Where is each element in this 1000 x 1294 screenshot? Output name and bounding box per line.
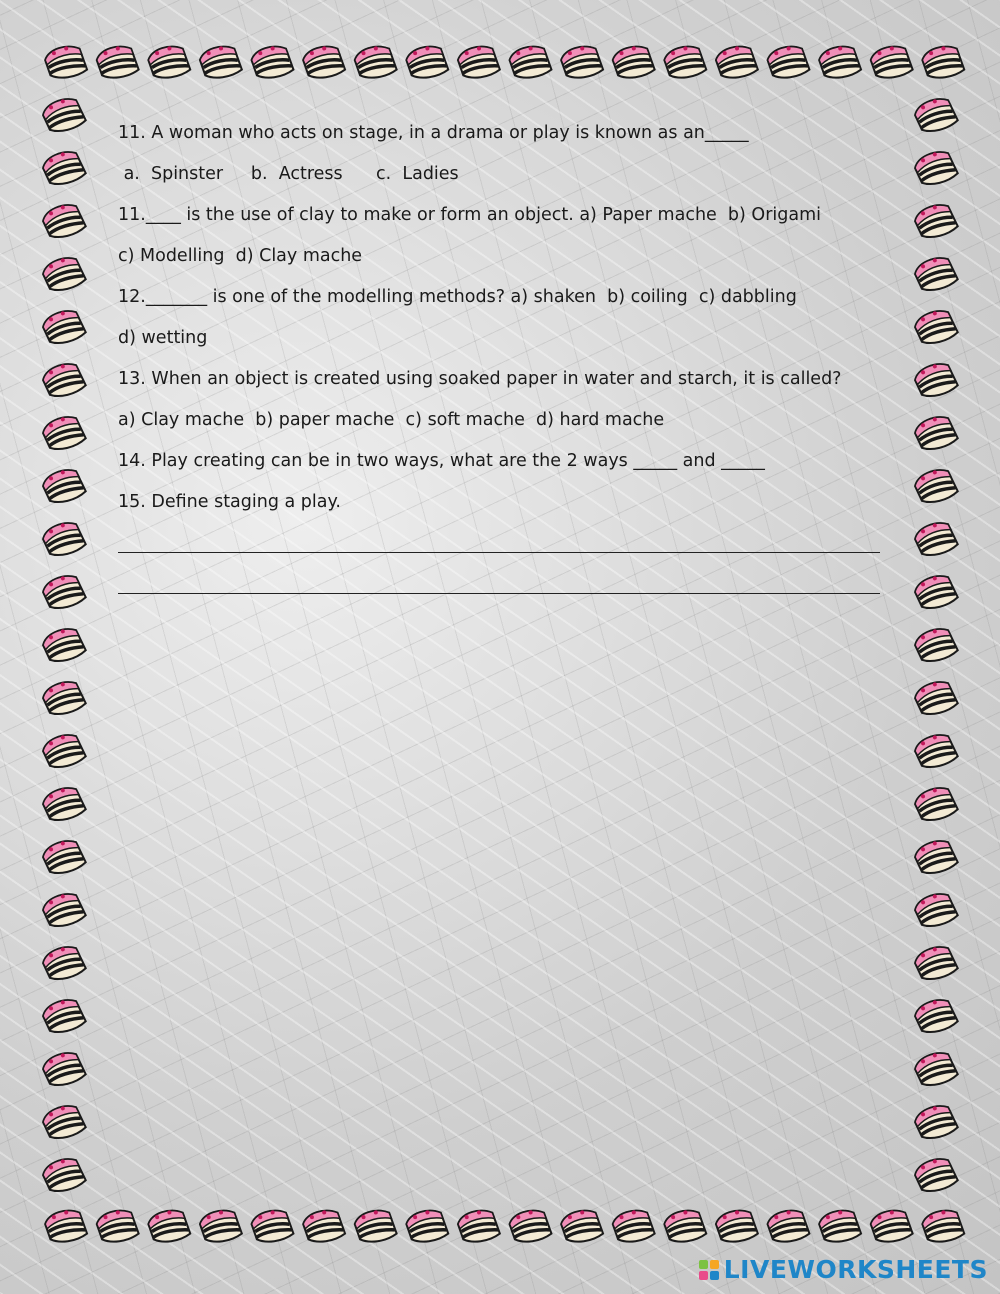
answer-line-1[interactable] xyxy=(118,552,880,553)
cake-slice-icon xyxy=(912,307,959,348)
cake-slice-icon xyxy=(714,1207,759,1245)
cake-slice-icon xyxy=(912,943,959,984)
cake-slice-icon xyxy=(559,1207,604,1245)
cake-slice-icon xyxy=(404,1207,449,1245)
cake-slice-icon xyxy=(40,625,87,666)
cake-slice-icon xyxy=(40,678,87,719)
question-13-options: a) Clay mache b) paper mache c) soft mache d) hard mache xyxy=(118,410,665,430)
cake-slice-icon xyxy=(353,43,398,81)
cake-slice-icon xyxy=(198,1207,243,1245)
cake-slice-icon xyxy=(40,1155,87,1196)
cake-slice-icon xyxy=(40,360,87,401)
cake-slice-icon xyxy=(912,784,959,825)
question-11b-text: 11.____ is the use of clay to make or form an object. a) Paper mache b) Origami xyxy=(118,205,821,225)
cake-slice-icon xyxy=(146,43,191,81)
cake-slice-icon xyxy=(250,43,295,81)
cake-slice-icon xyxy=(40,1102,87,1143)
cake-slice-icon xyxy=(912,95,959,136)
question-14-text: 14. Play creating can be in two ways, what are the 2 ways _____ and _____ xyxy=(118,451,765,471)
cake-slice-icon xyxy=(40,1049,87,1090)
cake-slice-icon xyxy=(869,43,914,81)
cake-slice-icon xyxy=(40,254,87,295)
cake-slice-icon xyxy=(912,413,959,454)
cake-slice-icon xyxy=(869,1207,914,1245)
cake-slice-icon xyxy=(912,837,959,878)
cake-slice-icon xyxy=(662,1207,707,1245)
cake-slice-icon xyxy=(43,1207,88,1245)
cake-slice-icon xyxy=(198,43,243,81)
cake-slice-icon xyxy=(40,466,87,507)
cake-slice-icon xyxy=(456,1207,501,1245)
cake-slice-icon xyxy=(912,254,959,295)
cake-slice-icon xyxy=(40,413,87,454)
cake-slice-icon xyxy=(353,1207,398,1245)
cake-slice-icon xyxy=(559,43,604,81)
logo-icon xyxy=(699,1260,719,1280)
cake-slice-icon xyxy=(912,1155,959,1196)
cake-slice-icon xyxy=(146,1207,191,1245)
cake-slice-icon xyxy=(611,43,656,81)
cake-slice-icon xyxy=(912,148,959,189)
cake-slice-icon xyxy=(912,466,959,507)
cake-slice-icon xyxy=(920,1207,965,1245)
cake-slice-icon xyxy=(43,43,88,81)
cake-slice-icon xyxy=(40,784,87,825)
cake-slice-icon xyxy=(40,572,87,613)
cake-slice-icon xyxy=(40,148,87,189)
question-11-options: a. Spinster b. Actress c. Ladies xyxy=(118,164,459,184)
cake-slice-icon xyxy=(611,1207,656,1245)
cake-slice-icon xyxy=(912,678,959,719)
cake-slice-icon xyxy=(40,890,87,931)
cake-slice-icon xyxy=(912,890,959,931)
cake-slice-icon xyxy=(912,625,959,666)
answer-line-2[interactable] xyxy=(118,593,880,594)
cake-slice-icon xyxy=(508,43,553,81)
cake-slice-icon xyxy=(920,43,965,81)
cake-slice-icon xyxy=(95,1207,140,1245)
cake-slice-icon xyxy=(766,1207,811,1245)
cake-slice-icon xyxy=(912,572,959,613)
cake-slice-icon xyxy=(714,43,759,81)
worksheet-content xyxy=(118,118,888,594)
cake-slice-icon xyxy=(912,360,959,401)
cake-slice-icon xyxy=(817,43,862,81)
cake-slice-icon xyxy=(912,1102,959,1143)
question-12-options: d) wetting xyxy=(118,328,208,348)
cake-slice-icon xyxy=(912,996,959,1037)
cake-slice-icon xyxy=(40,943,87,984)
cake-slice-icon xyxy=(766,43,811,81)
cake-slice-icon xyxy=(40,201,87,242)
cake-slice-icon xyxy=(912,201,959,242)
cake-slice-icon xyxy=(40,307,87,348)
cake-slice-icon xyxy=(40,519,87,560)
question-15-text: 15. Define staging a play. xyxy=(118,492,341,512)
cake-slice-icon xyxy=(508,1207,553,1245)
cake-slice-icon xyxy=(662,43,707,81)
question-13-text: 13. When an object is created using soaked paper in water and starch, it is called? xyxy=(118,369,842,389)
liveworksheets-logo xyxy=(699,1255,988,1284)
cake-slice-icon xyxy=(95,43,140,81)
cake-slice-icon xyxy=(301,43,346,81)
cake-slice-icon xyxy=(912,519,959,560)
cake-slice-icon xyxy=(456,43,501,81)
cake-slice-icon xyxy=(40,837,87,878)
cake-slice-icon xyxy=(912,1049,959,1090)
cake-slice-icon xyxy=(404,43,449,81)
cake-slice-icon xyxy=(250,1207,295,1245)
cake-slice-icon xyxy=(912,731,959,772)
cake-slice-icon xyxy=(817,1207,862,1245)
question-12-text: 12._______ is one of the modelling methods? a) shaken b) coiling c) dabbling xyxy=(118,287,797,307)
cake-slice-icon xyxy=(40,996,87,1037)
cake-slice-icon xyxy=(40,95,87,136)
logo-text: LIVEWORKSHEETS xyxy=(723,1255,988,1284)
question-11-text: 11. A woman who acts on stage, in a drama or play is known as an_____ xyxy=(118,123,749,143)
cake-slice-icon xyxy=(40,731,87,772)
cake-slice-icon xyxy=(301,1207,346,1245)
question-11b-options: c) Modelling d) Clay mache xyxy=(118,246,363,266)
